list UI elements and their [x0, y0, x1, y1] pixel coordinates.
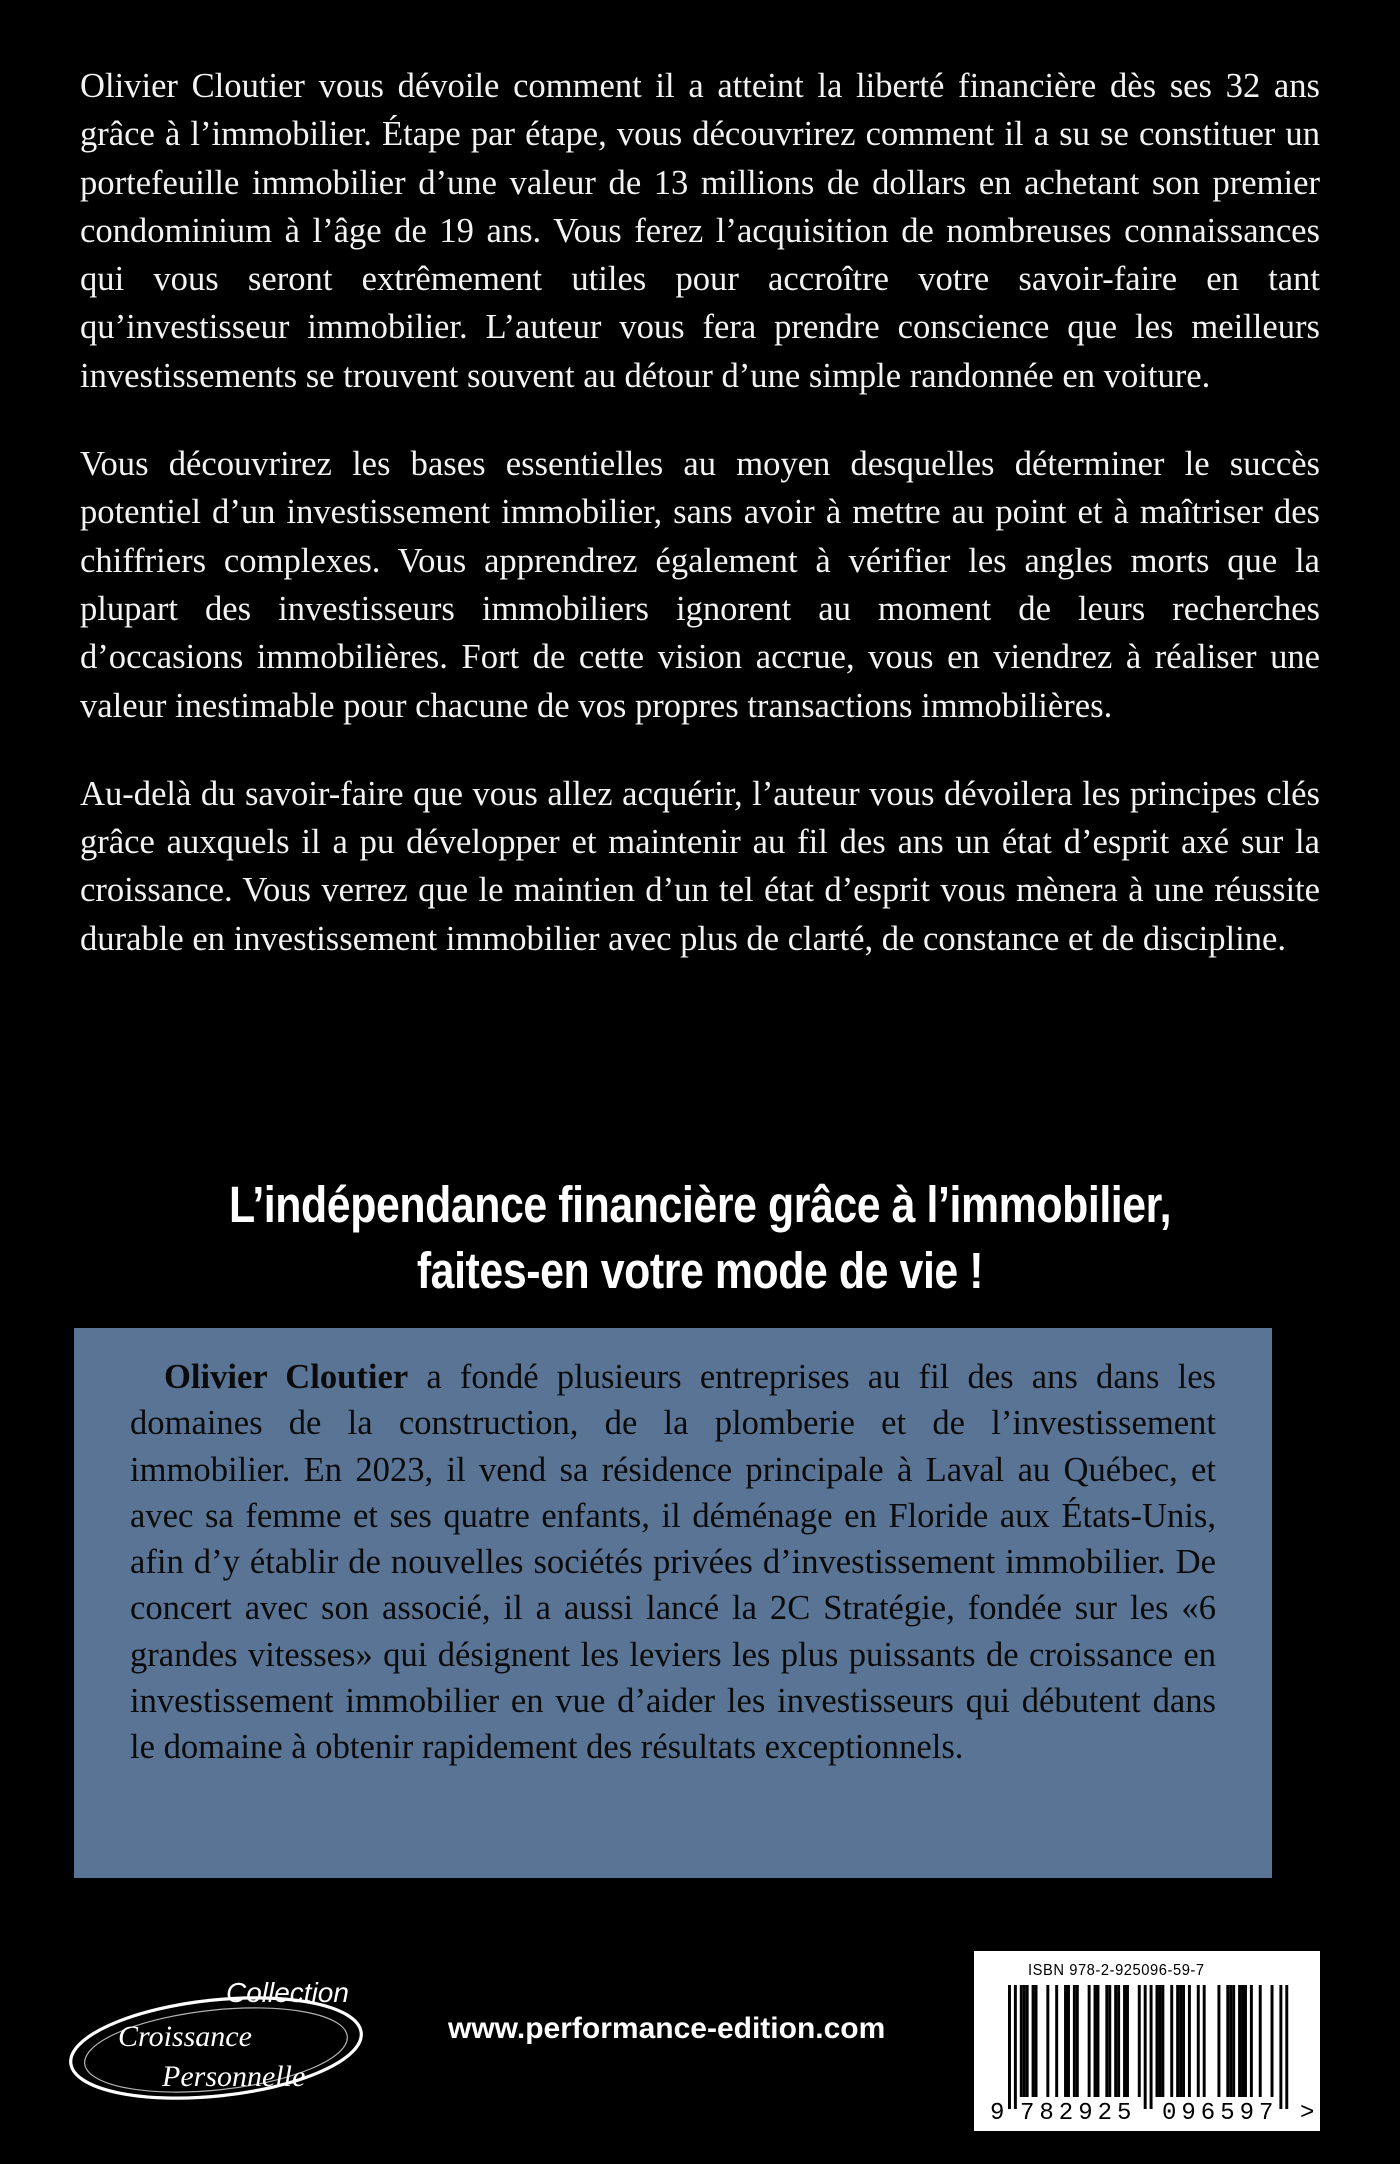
- barcode-bar: [1020, 1985, 1023, 2097]
- barcode-bar: [1105, 1985, 1108, 2097]
- description-paragraph-3: Au-delà du savoir-faire que vous allez acquérir, l’auteur vous dévoilera les principes clés grâce auxquels il a pu développer et maintenir au fil des ans un état d’esprit axé sur la croissance. Vous verrez que le maintien d’un tel état d’esprit vous mènera à une réussite durable en investissement immobilier avec plus de clarté, de constance et de discipline.: [80, 774, 1320, 958]
- barcode-bar: [1123, 1985, 1126, 2097]
- barcode-digit-first: 9: [990, 2100, 1005, 2127]
- description-paragraph-2: Vous découvrirez les bases essentielles au moyen desquelles déterminer le succès potentiel d’un investissement immobilier, sans avoir à mettre au point et à maîtriser des chiffriers complexes. Vous apprendrez également à vérifier les angles morts que la plupart des investisseurs immobiliers ignorent au moment de leurs recherches d’occasions immobilières. Fort de cette vision accrue, vous en viendrez à réaliser une valeur inestimable pour chacune de vos propres transactions immobilières.: [80, 445, 1320, 725]
- barcode-bar: [1055, 1985, 1058, 2097]
- author-bio-box: [74, 1328, 1272, 1878]
- barcode-bar: [1179, 1985, 1182, 2097]
- barcode-bar: [1035, 1985, 1038, 2097]
- collection-logo: [66, 1966, 380, 2116]
- barcode-bar: [1156, 1985, 1159, 2097]
- barcode-bar: [1250, 1985, 1253, 2097]
- barcode-bar: [1170, 1985, 1173, 2097]
- collection-name-line-2: Personnelle: [162, 2060, 306, 2093]
- barcode-bar: [1232, 1985, 1235, 2097]
- barcode-bar: [1088, 1985, 1091, 2097]
- barcode-guard-bar: [1144, 1985, 1147, 2109]
- tagline-line-2: faites-en votre mode de vie !: [416, 1242, 984, 1299]
- barcode-bar: [1108, 1985, 1111, 2097]
- barcode-bar: [1126, 1985, 1129, 2097]
- barcode-bar: [1241, 1985, 1244, 2097]
- barcode-bar: [1114, 1985, 1117, 2097]
- barcode-guard-bar: [1150, 1985, 1153, 2109]
- barcode-bar: [1032, 1985, 1035, 2097]
- barcode-bar: [1217, 1985, 1220, 2097]
- barcode-digits-left: 782925: [1020, 2100, 1137, 2127]
- barcode-bar: [1161, 1985, 1164, 2097]
- barcode-guard-bar: [1279, 1985, 1282, 2109]
- barcode-bar: [1176, 1985, 1179, 2097]
- barcode-bar: [1182, 1985, 1185, 2097]
- barcode-digits-right: 096597: [1162, 2100, 1279, 2127]
- barcode-bar: [1097, 1985, 1100, 2097]
- barcode-bar: [1188, 1985, 1191, 2097]
- barcode-bar: [1046, 1985, 1049, 2097]
- barcode-bar: [1271, 1985, 1274, 2097]
- barcode-bar: [1229, 1985, 1232, 2097]
- barcode-bar: [1197, 1985, 1200, 2097]
- author-bio-text: a fondé plusieurs entreprises au fil des ans dans les domaines de la construction, de la plomberie et de l’investissement immobilier. En 2023, il vend sa résidence principale à Laval au Québec, et avec sa femme et ses quatre enfants, il déménage en Floride aux États-Unis, afin d’y établir de nouvelles sociétés privées d’investissement immobilier. De concert avec son associé, il a aussi lancé la 2C Stratégie, fondée sur les «6 grandes vitesses» qui désignent les leviers les plus puissants de croissance en investissement immobilier en vue d’aider les investisseurs qui débutent dans le domaine à obtenir rapidement des résultats exceptionnels.: [130, 1358, 1216, 1767]
- barcode-bar: [1203, 1985, 1206, 2097]
- isbn-barcode: [974, 1951, 1320, 2131]
- tagline: [112, 1172, 1288, 1304]
- barcode-digits: [990, 2100, 1315, 2129]
- barcode-bar: [1023, 1985, 1026, 2097]
- isbn-label: ISBN 978-2-925096-59-7: [1028, 1962, 1205, 1979]
- author-bio: [130, 1354, 1216, 1771]
- description-paragraph-1: Olivier Cloutier vous dévoile comment il a atteint la liberté financière dès ses 32 ans grâce à l’immobilier. Étape par étape, vous découvrirez comment il a su se constituer un portefeuille immobilier d’une valeur de 13 millions de dollars en achetant son premier condominium à l’âge de 19 ans. Vous ferez l’acquisition de nombreuses connaissances qui vous seront extrêmement utiles pour accroître votre savoir-faire en tant qu’investisseur immobilier. L’auteur vous fera prendre conscience que les meilleurs investissements se trouvent souvent au détour d’une simple randonnée en voiture.: [80, 67, 1320, 395]
- collection-label: Collection: [226, 1977, 349, 2008]
- author-name: Olivier Cloutier: [164, 1358, 409, 1396]
- barcode-guard-bar: [1285, 1985, 1288, 2109]
- barcode-bar: [1067, 1985, 1070, 2097]
- barcode-bar: [1259, 1985, 1262, 2097]
- barcode-bar: [1244, 1985, 1247, 2097]
- collection-name-line-1: Croissance: [118, 2020, 252, 2053]
- publisher-website: www.performance-edition.com: [448, 2012, 886, 2045]
- barcode-bar: [1238, 1985, 1241, 2097]
- barcode-bar: [1158, 1985, 1161, 2097]
- barcode-bar: [1138, 1985, 1141, 2097]
- barcode-bar: [1117, 1985, 1120, 2097]
- barcode-guard-bar: [1014, 1985, 1017, 2109]
- collection-logo-art: [66, 1966, 380, 2116]
- barcode-bar: [1026, 1985, 1029, 2097]
- barcode-bar: [1064, 1985, 1067, 2097]
- barcode-bar: [1073, 1985, 1076, 2097]
- barcode-bar: [1076, 1985, 1079, 2097]
- barcode-guard-bar: [1008, 1985, 1011, 2109]
- tagline-line-1: L’indépendance financière grâce à l’immobilier,: [228, 1176, 1172, 1233]
- barcode-quiet-mark: >: [1300, 2100, 1315, 2127]
- book-description: [80, 62, 1320, 1003]
- barcode-bar: [1094, 1985, 1097, 2097]
- barcode-bar: [1226, 1985, 1229, 2097]
